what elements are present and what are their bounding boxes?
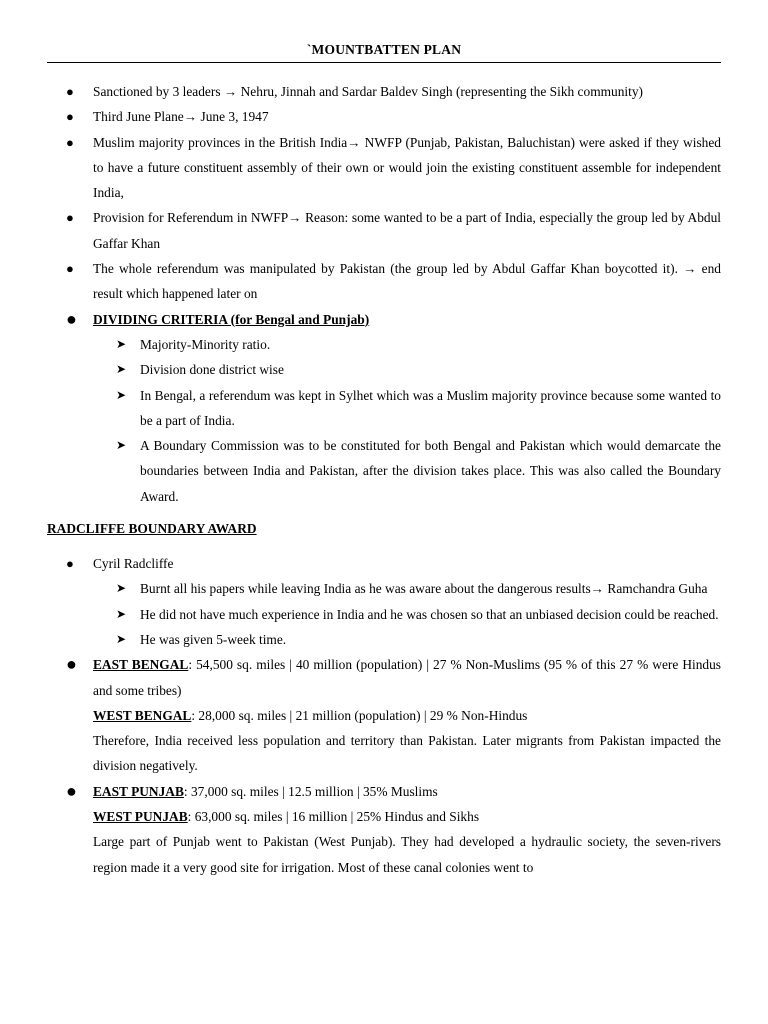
punjab-note: Large part of Punjab went to Pakistan (West Punjab). They had developed a hydraulic society, the seven-rivers region made it a very good site for irrigation. Most of these canal colonies went to — [93, 834, 721, 875]
bullet-icon: ● — [66, 261, 74, 277]
arrow-bullet-icon: ➤ — [116, 606, 127, 621]
sub-list-item-text: He was given 5-week time. — [140, 631, 287, 647]
sub-list-item — [0, 576, 768, 601]
west-punjab-paragraph — [93, 804, 721, 829]
west-bengal-paragraph — [93, 703, 721, 728]
radcliffe-heading: RADCLIFFE BOUNDARY AWARD — [47, 521, 257, 537]
arrow-bullet-icon: ➤ — [116, 387, 127, 402]
document-body — [0, 79, 768, 880]
sub-list-item — [0, 627, 768, 652]
bengal-section — [0, 652, 768, 778]
list-item — [0, 551, 768, 576]
east-punjab-text: : 37,000 sq. miles | 12.5 million | 35% Muslims — [183, 783, 438, 799]
bullet-icon: ● — [66, 84, 74, 99]
arrow-bullet-icon: ➤ — [116, 581, 127, 596]
section-heading: DIVIDING CRITERIA (for Bengal and Punjab) — [93, 311, 370, 327]
sub-list-item — [0, 357, 768, 382]
sub-list-item — [0, 602, 768, 627]
west-punjab-label: WEST PUNJAB — [93, 809, 188, 825]
list-item-text: The whole referendum was manipulated by Pakistan (the group led by Abdul Gaffar Khan boycotted it). → end result which happened later on — [93, 261, 721, 302]
list-item-text: Provision for Referendum in NWFP→ Reason: some wanted to be a part of India, especially the group led by Abdul Gaffar Khan — [93, 210, 721, 251]
list-item — [0, 79, 768, 104]
sub-list-item-text: A Boundary Commission was to be constituted for both Bengal and Pakistan which would demarcate the boundaries between India and Pakistan, after the division takes place. This was also called the Boundary Award. — [140, 438, 721, 504]
bullet-icon: ● — [66, 654, 77, 675]
west-bengal-label: WEST BENGAL — [93, 707, 192, 723]
title-underline — [47, 62, 721, 63]
sub-list-item — [0, 433, 768, 509]
bullet-icon: ● — [66, 556, 74, 572]
bullet-icon: ● — [66, 308, 77, 329]
sub-list-item-text: Burnt all his papers while leaving India as he was aware about the dangerous results→ Ramchandra Guha — [140, 581, 708, 597]
east-bengal-paragraph — [93, 652, 721, 703]
list-item-text: Third June Plane→ June 3, 1947 — [93, 109, 269, 125]
bullet-icon: ● — [66, 134, 74, 150]
bullet-icon: ● — [66, 109, 74, 125]
list-item — [0, 256, 768, 307]
sub-list-item — [0, 332, 768, 357]
list-item-text: Muslim majority provinces in the British India→ NWFP (Punjab, Pakistan, Baluchistan) were asked if they wished to have a future constituent assembly of their own or would join the existing constituent assemble for independent India, — [93, 134, 721, 201]
bullet-icon: ● — [66, 780, 77, 801]
arrow-bullet-icon: ➤ — [116, 631, 127, 646]
sub-list-item-text: In Bengal, a referendum was kept in Sylhet which was a Muslim majority province because some wanted to be a part of India. — [140, 387, 721, 428]
east-punjab-label: EAST PUNJAB — [93, 783, 184, 799]
list-item — [0, 104, 768, 129]
arrow-bullet-icon: ➤ — [116, 336, 127, 351]
bengal-note: Therefore, India received less population and territory than Pakistan. Later migrants from Pakistan impacted the division negatively. — [93, 733, 721, 774]
east-bengal-text: : 54,500 sq. miles | 40 million (population) | 27 % Non-Muslims (95 % of this 27 % were Hindus and some tribes) — [93, 657, 722, 698]
punjab-section — [0, 779, 768, 880]
sub-list-item — [0, 383, 768, 434]
west-bengal-text: : 28,000 sq. miles | 21 million (population) | 29 % Non-Hindus — [191, 707, 528, 723]
list-item-text: Sanctioned by 3 leaders → Nehru, Jinnah and Sardar Baldev Singh (representing the Sikh community) — [93, 84, 644, 99]
page-title: `MOUNTBATTEN PLAN — [306, 42, 462, 57]
arrow-bullet-icon: ➤ — [116, 438, 127, 453]
list-item — [0, 205, 768, 256]
east-punjab-paragraph — [93, 779, 721, 804]
sub-list-item-text: Division done district wise — [140, 362, 284, 378]
list-item — [0, 130, 768, 206]
list-item-text: Cyril Radcliffe — [93, 556, 174, 572]
west-punjab-text: : 63,000 sq. miles | 16 million | 25% Hindus and Sikhs — [187, 809, 480, 825]
sub-list-item-text: Majority-Minority ratio. — [140, 336, 271, 352]
dividing-criteria-section — [0, 307, 768, 332]
arrow-bullet-icon: ➤ — [116, 362, 127, 377]
sub-list-item-text: He did not have much experience in India and he was chosen so that an unbiased decision could be reached. — [140, 606, 719, 622]
east-bengal-label: EAST BENGAL — [93, 657, 189, 673]
bullet-icon: ● — [66, 210, 74, 226]
